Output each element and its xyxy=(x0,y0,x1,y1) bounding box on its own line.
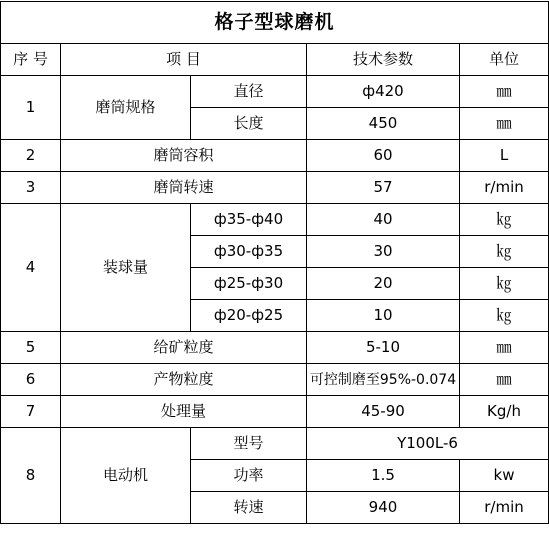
row-value: Y100L-6 xyxy=(307,428,549,460)
header-no: 序 号 xyxy=(1,44,61,76)
row-unit: ㎜ xyxy=(460,108,549,140)
table-row xyxy=(1,364,549,396)
header-row xyxy=(1,44,549,76)
row-no: 1 xyxy=(1,76,61,140)
row-sub: 直径 xyxy=(191,76,307,108)
row-sub: ф35-ф40 xyxy=(191,204,307,236)
row-no: 8 xyxy=(1,428,61,524)
row-value: 可控制磨至95%-0.074 xyxy=(307,364,460,396)
table-row xyxy=(1,428,549,460)
row-sub: 转速 xyxy=(191,492,307,524)
row-unit: ㎜ xyxy=(460,364,549,396)
row-value: 20 xyxy=(307,268,460,300)
header-param: 技术参数 xyxy=(307,44,460,76)
table-row xyxy=(1,332,549,364)
row-no: 2 xyxy=(1,140,61,172)
row-value: ф420 xyxy=(307,76,460,108)
row-unit: ㎏ xyxy=(460,300,549,332)
title-row xyxy=(1,2,549,44)
table-row xyxy=(1,204,549,236)
row-unit: Kg/h xyxy=(460,396,549,428)
row-item: 处理量 xyxy=(61,396,307,428)
row-value: 940 xyxy=(307,492,460,524)
table-row xyxy=(1,396,549,428)
row-sub: 型号 xyxy=(191,428,307,460)
row-unit: L xyxy=(460,140,549,172)
header-item: 项 目 xyxy=(61,44,307,76)
row-value: 1.5 xyxy=(307,460,460,492)
row-sub: ф30-ф35 xyxy=(191,236,307,268)
table-row xyxy=(1,76,549,108)
row-unit: ㎏ xyxy=(460,268,549,300)
row-no: 3 xyxy=(1,172,61,204)
row-value: 57 xyxy=(307,172,460,204)
table-row xyxy=(1,172,549,204)
row-item: 磨筒规格 xyxy=(61,76,191,140)
row-item: 电动机 xyxy=(61,428,191,524)
table-row xyxy=(1,140,549,172)
row-unit: ㎏ xyxy=(460,236,549,268)
row-item: 磨筒容积 xyxy=(61,140,307,172)
row-sub: 功率 xyxy=(191,460,307,492)
row-unit: r/min xyxy=(460,172,549,204)
row-item: 给矿粒度 xyxy=(61,332,307,364)
table-title: 格子型球磨机 xyxy=(1,2,549,44)
row-value: 45-90 xyxy=(307,396,460,428)
row-value: 450 xyxy=(307,108,460,140)
row-value: 5-10 xyxy=(307,332,460,364)
row-sub: ф25-ф30 xyxy=(191,268,307,300)
row-value: 10 xyxy=(307,300,460,332)
row-item: 磨筒转速 xyxy=(61,172,307,204)
row-value: 30 xyxy=(307,236,460,268)
row-item: 产物粒度 xyxy=(61,364,307,396)
spec-table xyxy=(0,1,549,524)
row-unit: kw xyxy=(460,460,549,492)
row-unit: r/min xyxy=(460,492,549,524)
row-unit: ㎜ xyxy=(460,332,549,364)
row-sub: 长度 xyxy=(191,108,307,140)
row-no: 5 xyxy=(1,332,61,364)
row-no: 6 xyxy=(1,364,61,396)
header-unit: 单位 xyxy=(460,44,549,76)
row-unit: ㎏ xyxy=(460,204,549,236)
row-value: 60 xyxy=(307,140,460,172)
row-no: 4 xyxy=(1,204,61,332)
row-unit: ㎜ xyxy=(460,76,549,108)
row-no: 7 xyxy=(1,396,61,428)
row-value: 40 xyxy=(307,204,460,236)
row-item: 装球量 xyxy=(61,204,191,332)
row-sub: ф20-ф25 xyxy=(191,300,307,332)
